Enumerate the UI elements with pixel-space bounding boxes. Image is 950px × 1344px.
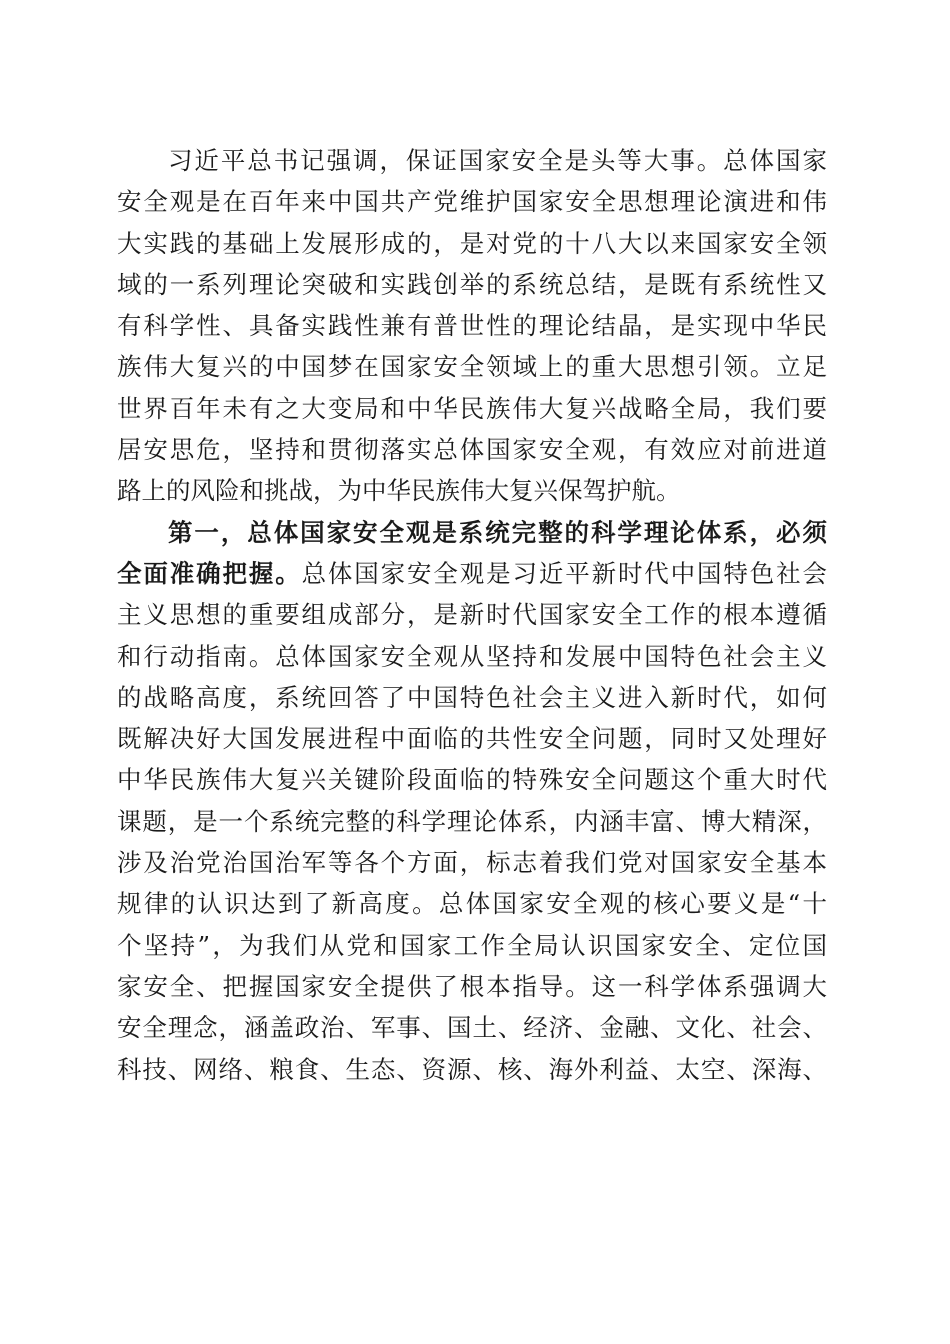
paragraph-line: 安全理念，涵盖政治、军事、国土、经济、金融、文化、社会、: [117, 1013, 827, 1043]
paragraph-line: 主义思想的重要组成部分，是新时代国家安全工作的根本遵循: [117, 600, 827, 630]
paragraph-line-rest: 总体国家安全观是习近平新时代中国特色社会: [301, 558, 827, 588]
paragraph-line: 路上的风险和挑战，为中华民族伟大复兴保驾护航。: [117, 476, 681, 506]
paragraph-line: 和行动指南。总体国家安全观从坚持和发展中国特色社会主义: [117, 641, 827, 671]
paragraph-line: 有科学性、具备实践性兼有普世性的理论结晶，是实现中华民: [117, 311, 827, 341]
paragraph-line: 家安全、把握国家安全提供了根本指导。这一科学体系强调大: [117, 971, 827, 1001]
section-heading-tail: 全面准确把握。: [117, 558, 302, 588]
paragraph-line: 中华民族伟大复兴关键阶段面临的特殊安全问题这个重大时代: [117, 765, 827, 795]
paragraph-first-point: [117, 512, 827, 1090]
paragraph-line: 习近平总书记强调，保证国家安全是头等大事。总体国家: [168, 146, 827, 175]
paragraph-line: 课题，是一个系统完整的科学理论体系，内涵丰富、博大精深，: [117, 806, 827, 836]
paragraph-line: [117, 553, 827, 594]
paragraph-intro: [117, 140, 827, 512]
section-heading-line: 第一，总体国家安全观是系统完整的科学理论体系，必须: [168, 517, 827, 547]
paragraph-line: 涉及治党治国治军等各个方面，标志着我们党对国家安全基本: [117, 848, 827, 878]
paragraph-line: 既解决好大国发展进程中面临的共性安全问题，同时又处理好: [117, 724, 827, 754]
paragraph-line: 域的一系列理论突破和实践创举的系统总结，是既有系统性又: [117, 269, 827, 299]
paragraph-line: 安全观是在百年来中国共产党维护国家安全思想理论演进和伟: [117, 187, 827, 217]
paragraph-line: 规律的认识达到了新高度。总体国家安全观的核心要义是“十: [117, 889, 827, 919]
paragraph-line: 大实践的基础上发展形成的，是对党的十八大以来国家安全领: [117, 228, 827, 258]
paragraph-line: 世界百年未有之大变局和中华民族伟大复兴战略全局，我们要: [117, 393, 827, 423]
paragraph-line: 的战略高度，系统回答了中国特色社会主义进入新时代，如何: [117, 682, 827, 712]
paragraph-line: 个坚持”，为我们从党和国家工作全局认识国家安全、定位国: [117, 930, 827, 960]
paragraph-line: 族伟大复兴的中国梦在国家安全领域上的重大思想引领。立足: [117, 352, 827, 382]
paragraph-line: 科技、网络、粮食、生态、资源、核、海外利益、太空、深海、: [117, 1054, 827, 1084]
paragraph-line: 居安思危，坚持和贯彻落实总体国家安全观，有效应对前进道: [117, 435, 827, 465]
document-body: [117, 140, 827, 1090]
